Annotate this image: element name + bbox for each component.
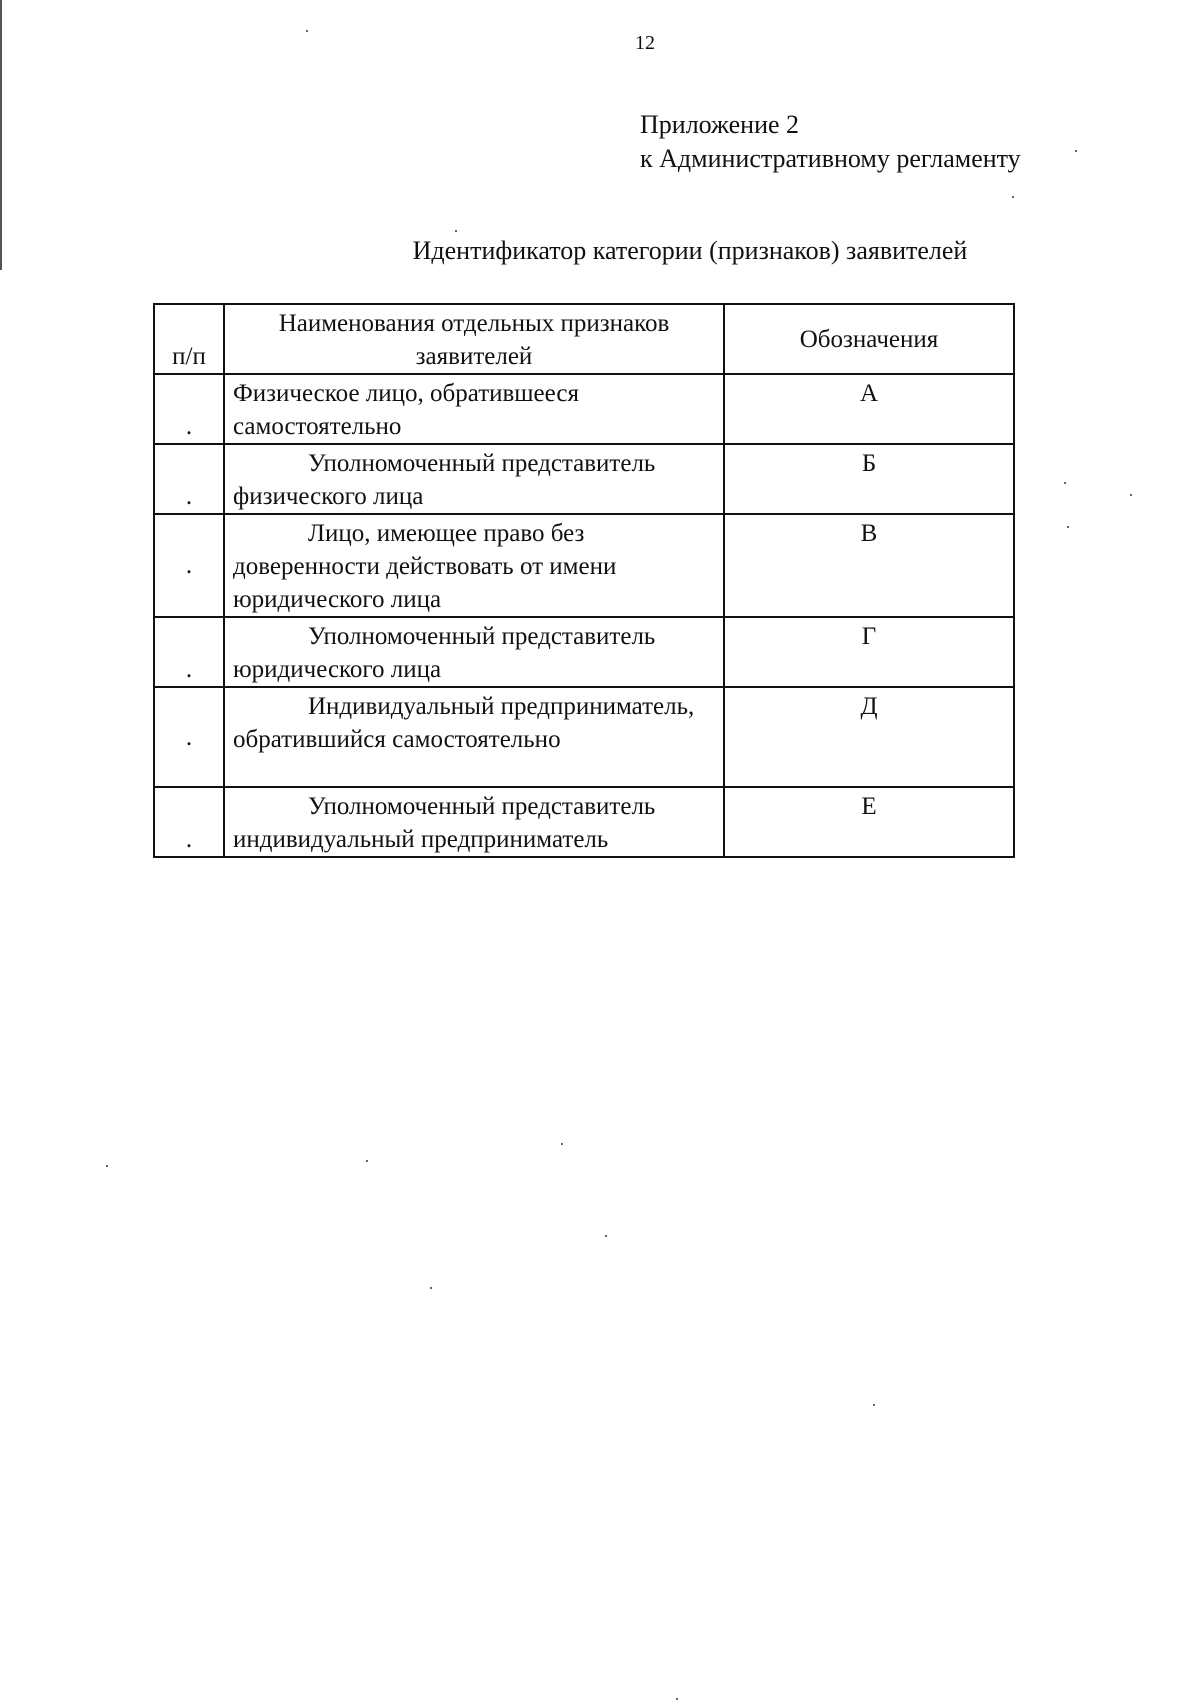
scan-speck: [561, 1143, 563, 1145]
header-number: п/п: [154, 304, 224, 374]
row-code: В: [724, 514, 1014, 617]
row-code: Б: [724, 444, 1014, 514]
scan-speck: [430, 1287, 432, 1289]
table-row: [154, 514, 1014, 617]
scan-speck: [366, 1160, 368, 1162]
scan-speck: [676, 1698, 678, 1700]
scan-speck: [1075, 150, 1077, 152]
scan-speck: [1130, 494, 1132, 496]
row-number: .: [154, 617, 224, 687]
scan-speck: [1064, 482, 1066, 484]
header-name: Наименования отдельных признаков заявителей: [224, 304, 724, 374]
header-code: Обозначения: [724, 304, 1014, 374]
scan-speck: [873, 1404, 875, 1406]
row-code: А: [724, 374, 1014, 444]
row-code: Г: [724, 617, 1014, 687]
applicant-category-table: [153, 303, 1015, 858]
table-row: [154, 617, 1014, 687]
row-name: Индивидуальный предприниматель, обратившийся самостоятельно: [224, 687, 724, 787]
scan-edge-mark: [0, 0, 2, 270]
row-number: .: [154, 374, 224, 444]
row-number: .: [154, 787, 224, 857]
scan-speck: [106, 1165, 108, 1167]
appendix-reference: [640, 108, 1021, 176]
table-row: [154, 787, 1014, 857]
page-number: 12: [635, 32, 655, 54]
row-code: Д: [724, 687, 1014, 787]
row-number: .: [154, 514, 224, 617]
row-number: .: [154, 444, 224, 514]
row-number: .: [154, 687, 224, 787]
row-name: Лицо, имеющее право без доверенности действовать от имени юридического лица: [224, 514, 724, 617]
appendix-line-2: к Административному регламенту: [640, 144, 1021, 173]
scan-speck: [1067, 526, 1069, 528]
table-row: [154, 374, 1014, 444]
scan-speck: [1012, 196, 1014, 198]
row-name: Уполномоченный представитель юридического лица: [224, 617, 724, 687]
appendix-line-1: Приложение 2: [640, 110, 800, 139]
table-row: [154, 687, 1014, 787]
table-header-row: [154, 304, 1014, 374]
row-name: Физическое лицо, обратившееся самостоятельно: [224, 374, 724, 444]
table-row: [154, 444, 1014, 514]
document-title: Идентификатор категории (признаков) заявителей: [412, 236, 968, 265]
row-name: Уполномоченный представитель индивидуальный предприниматель: [224, 787, 724, 857]
scan-speck: [455, 230, 457, 232]
scan-speck: [306, 30, 308, 32]
row-name: Уполномоченный представитель физического лица: [224, 444, 724, 514]
row-code: Е: [724, 787, 1014, 857]
scan-speck: [605, 1235, 607, 1237]
